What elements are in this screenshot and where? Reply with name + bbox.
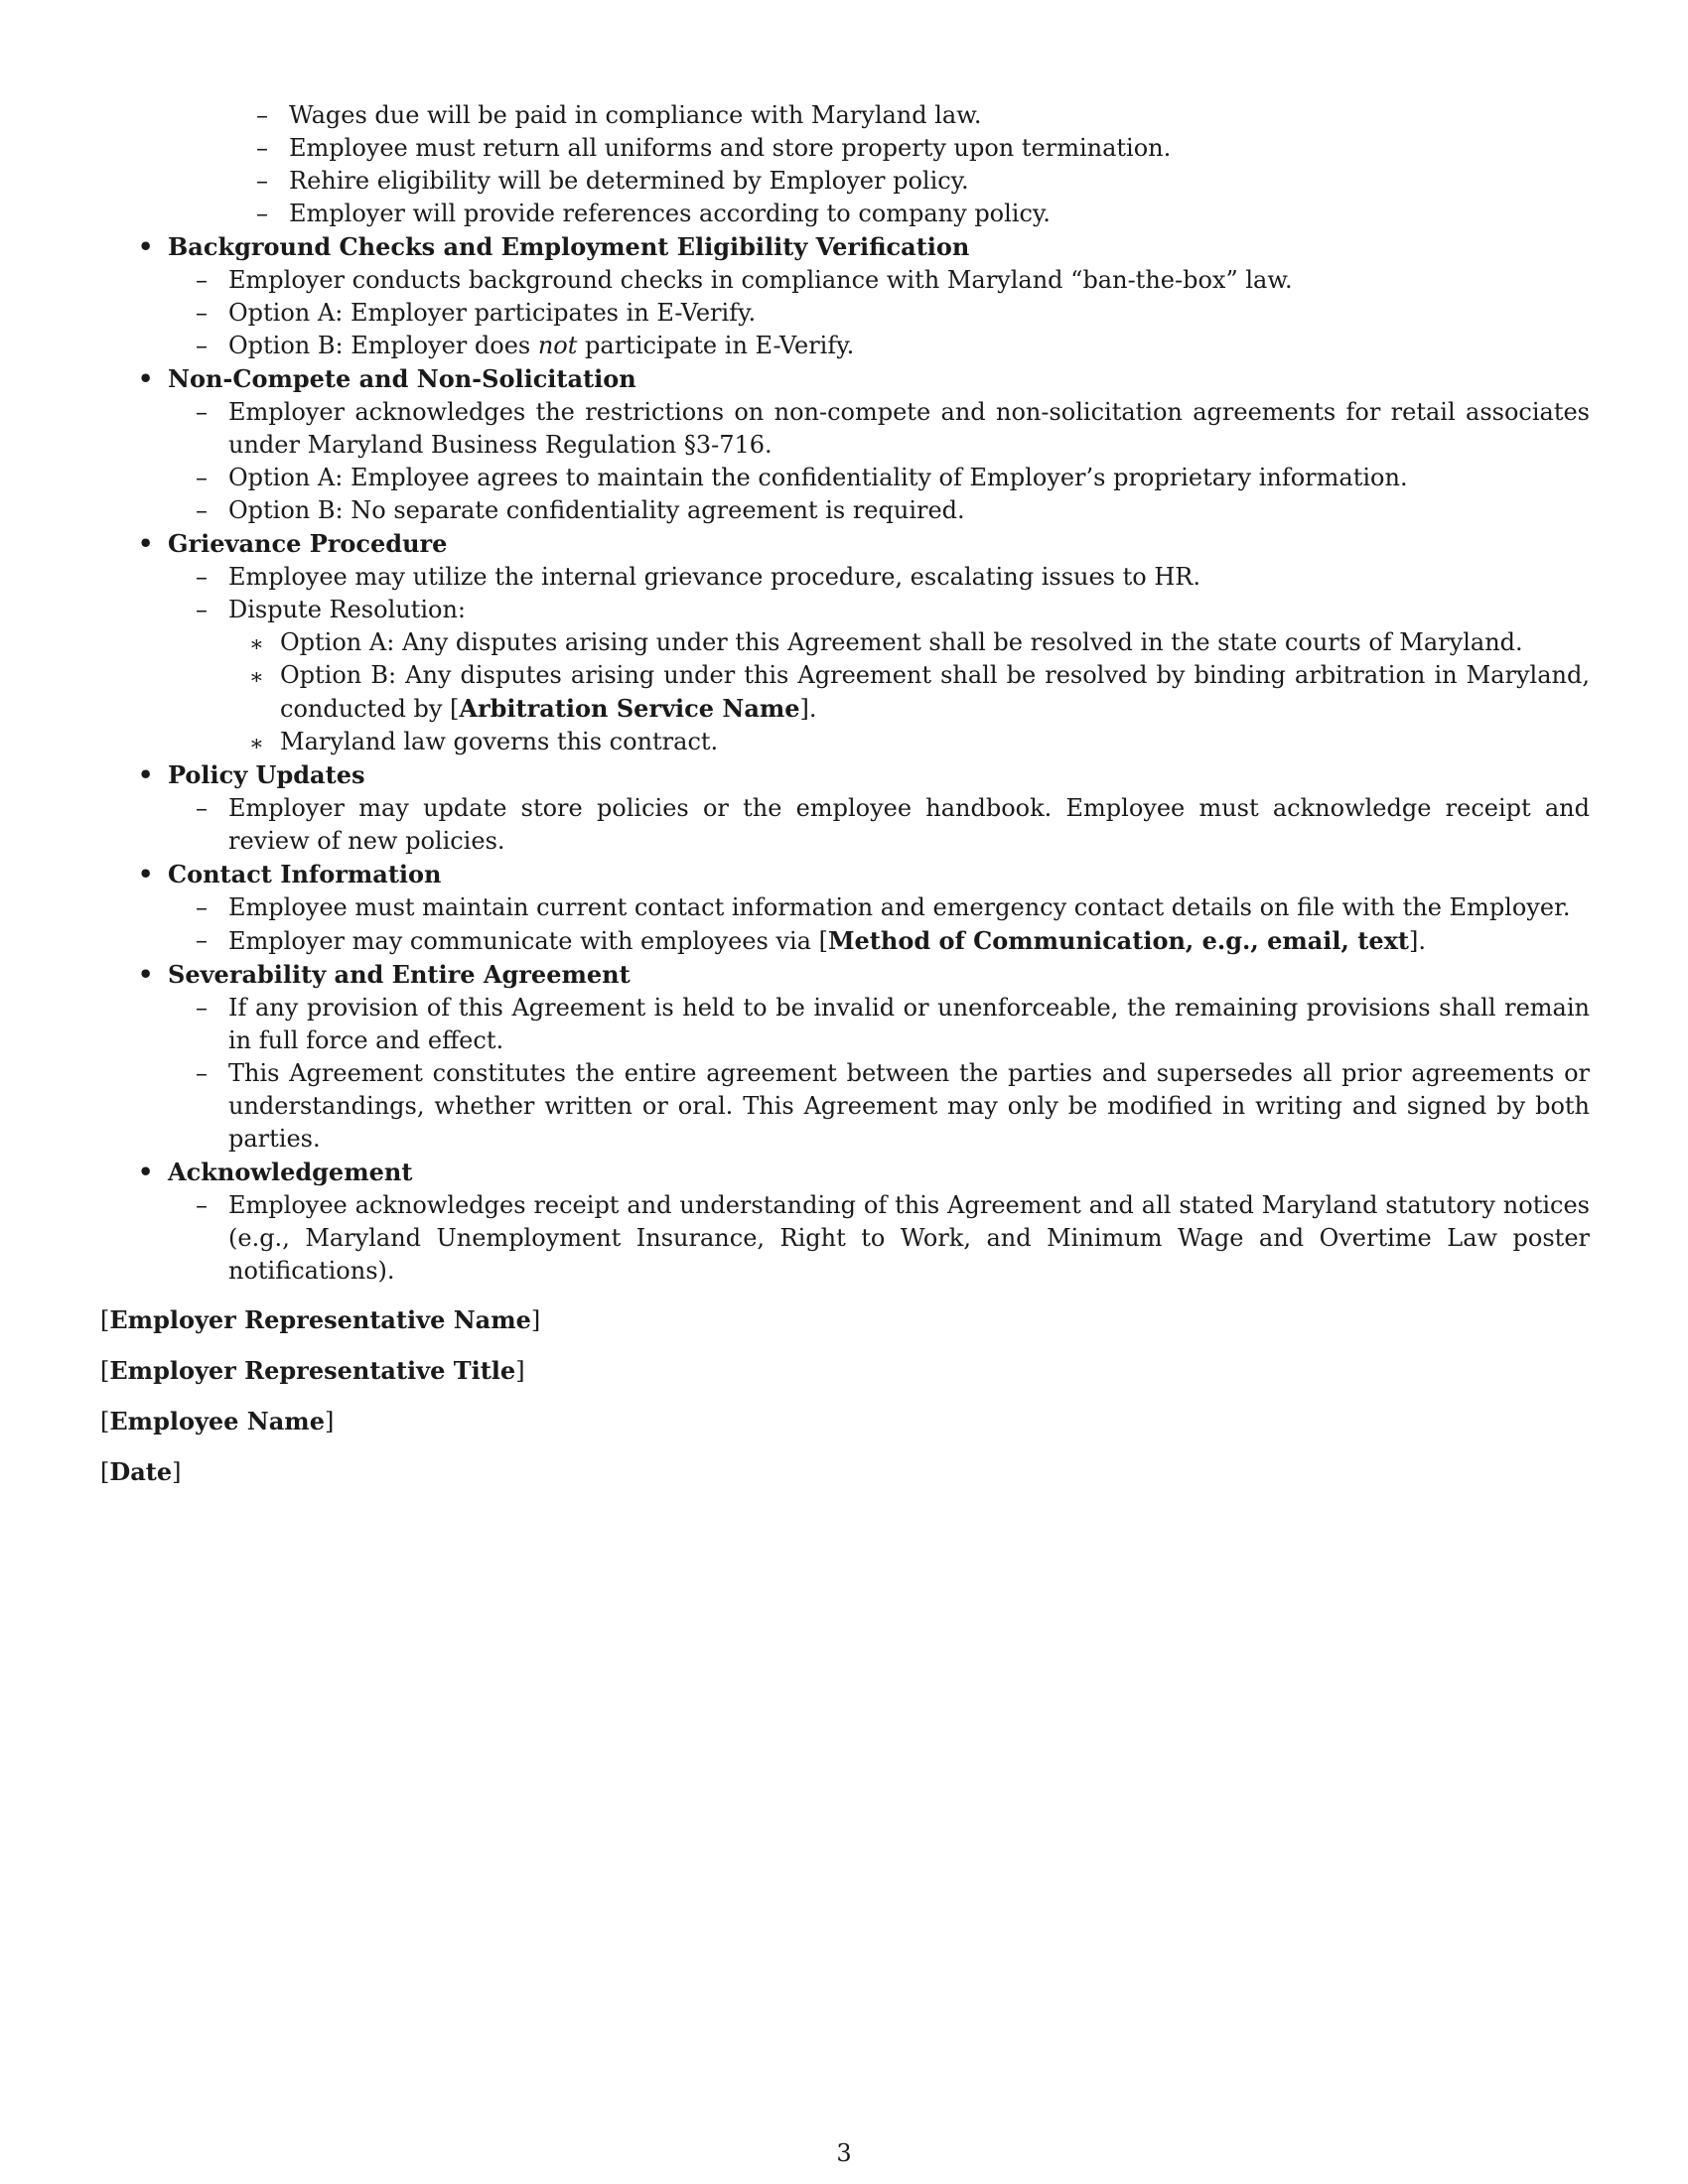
section-acknowledgement (100, 1156, 1590, 1288)
sub-list-item (228, 626, 1590, 659)
section-heading: Grievance Procedure (168, 529, 448, 558)
dash-marker: – (196, 1059, 208, 1087)
list-item (168, 561, 1590, 594)
section-items (168, 1189, 1590, 1288)
item-text: Wages due will be paid in compliance with Maryland law. (289, 101, 982, 129)
bullet-marker: • (138, 364, 154, 393)
placeholder-field: Employee Name (109, 1407, 325, 1435)
section-heading: Non-Compete and Non-Solicitation (168, 364, 636, 393)
termination-continued-list (100, 99, 1590, 230)
item-text: Option B: Employer does (228, 332, 538, 359)
section-items (168, 992, 1590, 1156)
item-text: Employee may utilize the internal grievance procedure, escalating issues to HR. (228, 563, 1200, 591)
placeholder-field: Method of Communication, e.g., email, text (827, 926, 1409, 955)
bullet-marker: • (138, 960, 154, 989)
item-text: ]. (799, 695, 817, 723)
section-background-checks (100, 230, 1590, 362)
item-text: Dispute Resolution: (228, 596, 467, 623)
bracket: ] (172, 1458, 182, 1486)
star-marker: ∗ (249, 632, 264, 657)
list-item (168, 330, 1590, 362)
item-text: Option A: Any disputes arising under this Agreement shall be resolved in the state courts of Maryland. (280, 628, 1523, 656)
item-text: Employer will provide references according to company policy. (289, 200, 1051, 227)
dash-marker: – (196, 398, 208, 426)
dash-marker: – (196, 926, 208, 954)
employer-rep-name-line (100, 1303, 1590, 1337)
bullet-marker: • (138, 1158, 154, 1186)
item-text: participate in E-Verify. (577, 332, 855, 359)
section-items (168, 792, 1590, 858)
section-non-compete (100, 362, 1590, 527)
date-line (100, 1455, 1590, 1489)
item-text: Employer conducts background checks in compliance with Maryland “ban-the-box” law. (228, 266, 1293, 294)
item-text: ]. (1409, 927, 1426, 955)
bracket: [ (100, 1458, 110, 1486)
list-item (228, 99, 1590, 132)
list-item (168, 1189, 1590, 1288)
placeholder-field: Arbitration Service Name (459, 694, 800, 723)
item-text: Employee acknowledges receipt and understanding of this Agreement and all stated Maryland statutory notices (e.g., Maryland Unemployment Insurance, Right to Work, and Minimum Wage and Overtime Law poster notifications). (228, 1191, 1590, 1285)
page-content (100, 99, 1590, 1506)
dash-marker: – (196, 794, 208, 822)
dash-marker: – (256, 101, 268, 129)
section-heading: Contact Information (168, 860, 442, 888)
employer-rep-title-line (100, 1354, 1590, 1388)
dash-marker: – (196, 563, 208, 591)
sub-list-item (228, 726, 1590, 758)
emphasis-text: not (537, 332, 578, 359)
dash-marker: – (196, 496, 208, 524)
list-item (168, 396, 1590, 462)
dash-marker: – (256, 167, 268, 195)
placeholder-field: Date (109, 1457, 173, 1486)
item-text: Option B: No separate confidentiality agreement is required. (228, 496, 965, 524)
section-heading: Severability and Entire Agreement (168, 960, 631, 989)
list-item (228, 198, 1590, 230)
bracket: [ (100, 1357, 110, 1385)
section-items (168, 561, 1590, 758)
dash-marker: – (196, 266, 208, 294)
list-item (168, 297, 1590, 330)
section-heading: Acknowledgement (168, 1158, 413, 1186)
placeholder-field: Employer Representative Title (109, 1356, 516, 1385)
list-item (168, 462, 1590, 494)
bullet-marker: • (138, 760, 154, 789)
dash-marker: – (196, 1191, 208, 1219)
section-severability (100, 958, 1590, 1156)
list-item (168, 1057, 1590, 1156)
item-text: Option A: Employer participates in E-Verify. (228, 299, 757, 327)
signature-block (100, 1303, 1590, 1489)
section-contact-information (100, 858, 1590, 958)
item-text: If any provision of this Agreement is held to be invalid or unenforceable, the remaining provisions shall remain in full force and effect. (228, 994, 1590, 1054)
section-list (100, 230, 1590, 1288)
section-policy-updates (100, 758, 1590, 858)
bracket: ] (515, 1357, 525, 1385)
section-grievance (100, 527, 1590, 758)
bracket: ] (324, 1408, 335, 1435)
list-item (168, 792, 1590, 858)
section-heading: Policy Updates (168, 760, 365, 789)
employee-name-line (100, 1405, 1590, 1438)
list-item (168, 924, 1590, 958)
dash-marker: – (196, 332, 208, 359)
dash-marker: – (256, 134, 268, 162)
list-item (168, 594, 1590, 758)
bullet-marker: • (138, 860, 154, 888)
dispute-options (228, 626, 1590, 758)
dash-marker: – (196, 994, 208, 1022)
bracket: [ (100, 1408, 110, 1435)
item-text: Option A: Employee agrees to maintain the confidentiality of Employer’s proprietary information. (228, 464, 1408, 491)
bullet-marker: • (138, 529, 154, 558)
bracket: [ (100, 1306, 110, 1334)
list-item (228, 165, 1590, 198)
star-marker: ∗ (249, 732, 264, 756)
list-item (168, 891, 1590, 924)
section-items (168, 264, 1590, 362)
item-text: Employee must maintain current contact information and emergency contact details on file with the Employer. (228, 893, 1571, 921)
list-item (168, 992, 1590, 1057)
section-heading: Background Checks and Employment Eligibility Verification (168, 232, 970, 261)
section-items (168, 396, 1590, 527)
dash-marker: – (196, 893, 208, 921)
sub-list-item (228, 659, 1590, 726)
item-text: Employer may update store policies or the employee handbook. Employee must acknowledge receipt and review of new policies. (228, 794, 1590, 855)
item-text: This Agreement constitutes the entire agreement between the parties and supersedes all prior agreements or understandings, whether written or oral. This Agreement may only be modified in writing and signed by both parties. (228, 1059, 1590, 1153)
section-items (168, 891, 1590, 958)
bullet-marker: • (138, 232, 154, 261)
item-text: Rehire eligibility will be determined by Employer policy. (289, 167, 969, 195)
item-text: Employer may communicate with employees via [ (228, 927, 828, 955)
star-marker: ∗ (249, 665, 264, 690)
page-number: 3 (836, 2139, 852, 2167)
list-item (168, 264, 1590, 297)
dash-marker: – (196, 299, 208, 327)
dash-marker: – (256, 200, 268, 227)
item-text: Employer acknowledges the restrictions on non-compete and non-solicitation agreements for retail associates under Maryland Business Regulation §3-716. (228, 398, 1590, 459)
item-text: Employee must return all uniforms and store property upon termination. (289, 134, 1172, 162)
list-item (228, 132, 1590, 165)
dash-marker: – (196, 596, 208, 623)
list-item (168, 494, 1590, 527)
item-text: Maryland law governs this contract. (280, 728, 719, 755)
item-text: Option B: Any disputes arising under this Agreement shall be resolved by binding arbitration in Maryland, conducted by [ (280, 661, 1590, 723)
dash-marker: – (196, 464, 208, 491)
placeholder-field: Employer Representative Name (109, 1305, 531, 1334)
bracket: ] (530, 1306, 541, 1334)
